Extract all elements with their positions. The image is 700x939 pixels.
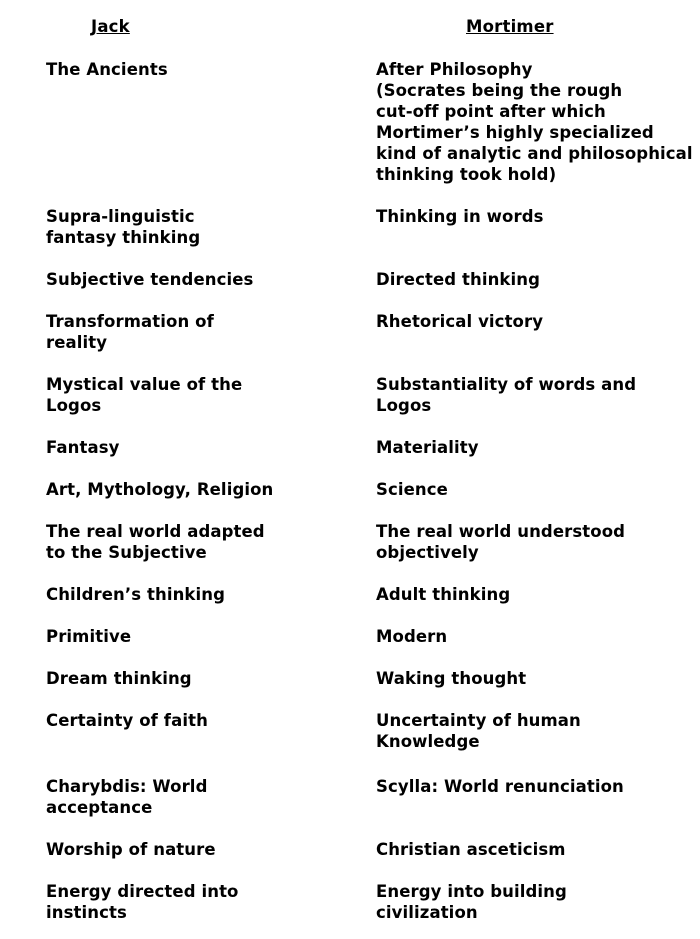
row-8-right: The real world understood objectively	[376, 522, 626, 562]
row-6-right: Materiality	[376, 438, 479, 457]
row-13-right: Scylla: World renunciation	[376, 777, 624, 796]
row-9-left: Children’s thinking	[46, 585, 226, 604]
row-10-left: Primitive	[46, 627, 132, 646]
row-1-left: The Ancients	[46, 60, 168, 79]
row-15-right: Energy into building civilization	[376, 882, 567, 922]
row-3-left: Subjective tendencies	[46, 270, 254, 289]
row-7-right: Science	[376, 480, 448, 499]
row-3-right: Directed thinking	[376, 270, 541, 289]
row-9-right: Adult thinking	[376, 585, 511, 604]
row-14-left: Worship of nature	[46, 840, 216, 859]
row-2-left: Supra-linguistic fantasy thinking	[46, 207, 201, 247]
row-12-left: Certainty of faith	[46, 711, 208, 730]
row-15-left: Energy directed into instincts	[46, 882, 239, 922]
row-14-right: Christian asceticism	[376, 840, 566, 859]
row-4-left: Transformation of reality	[46, 312, 214, 352]
row-11-left: Dream thinking	[46, 669, 192, 688]
row-10-right: Modern	[376, 627, 448, 646]
column-header-mortimer: Mortimer	[466, 17, 554, 36]
row-5-right: Substantiality of words and Logos	[376, 375, 637, 415]
row-5-left: Mystical value of the Logos	[46, 375, 243, 415]
row-13-left: Charybdis: World acceptance	[46, 777, 208, 817]
column-header-jack: Jack	[91, 17, 130, 36]
row-8-left: The real world adapted to the Subjective	[46, 522, 265, 562]
row-1-right: After Philosophy (Socrates being the rough cut-off point after which Mortimer’s highly specialized kind of analytic and philosophical thinking took hold)	[376, 60, 693, 184]
row-6-left: Fantasy	[46, 438, 120, 457]
row-2-right: Thinking in words	[376, 207, 544, 226]
row-12-right: Uncertainty of human Knowledge	[376, 711, 581, 751]
row-11-right: Waking thought	[376, 669, 527, 688]
row-7-left: Art, Mythology, Religion	[46, 480, 274, 499]
row-4-right: Rhetorical victory	[376, 312, 544, 331]
